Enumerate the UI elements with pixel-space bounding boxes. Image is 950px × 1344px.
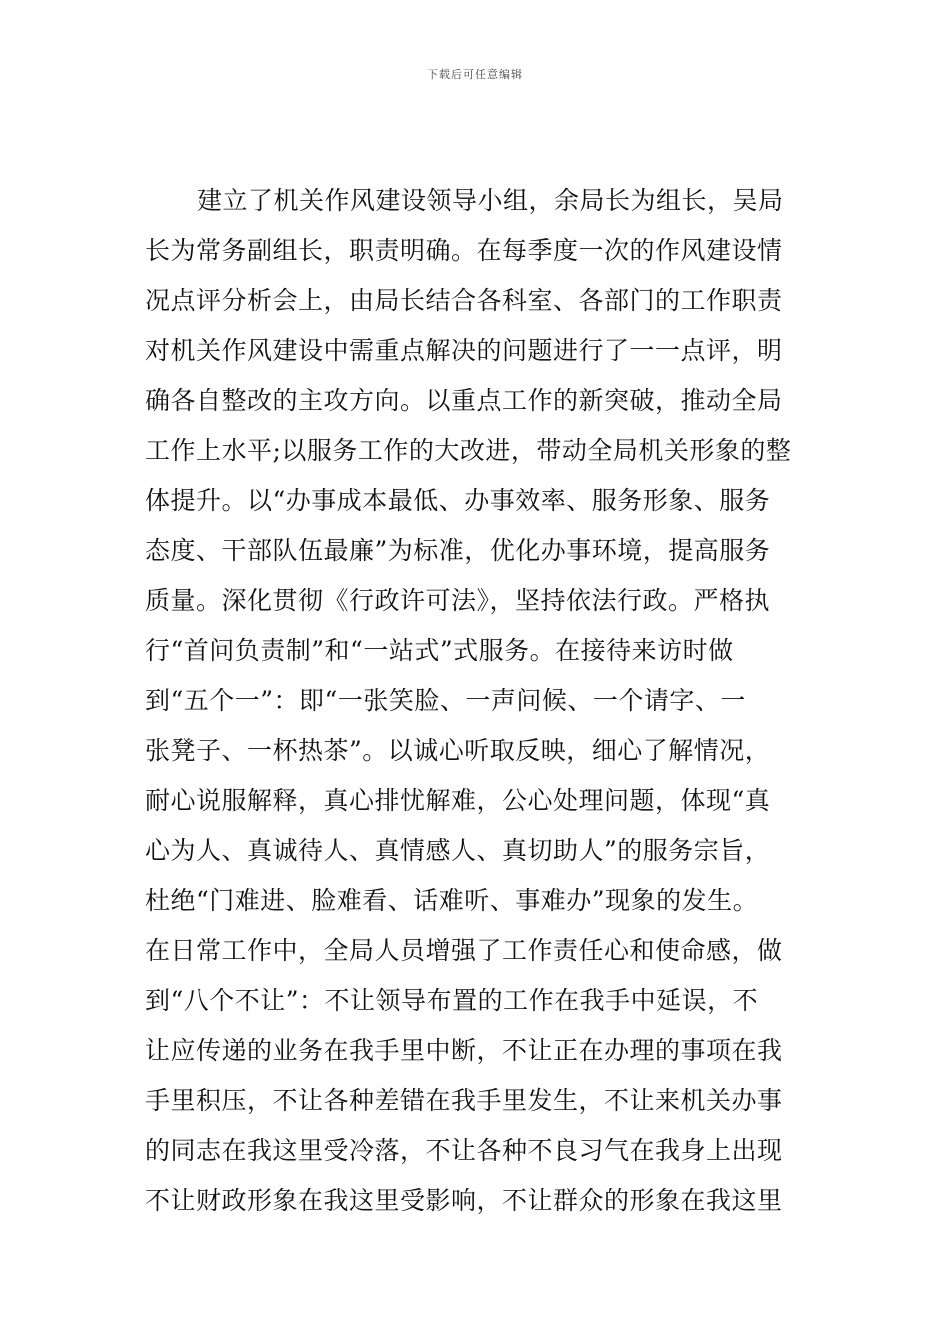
text-line: 工作上水平;以服务工作的大改进，带动全局机关形象的整: [145, 436, 792, 465]
text-line: 不让财政形象在我这里受影响，不让群众的形象在我这里: [145, 1186, 783, 1215]
body-paragraph: [145, 176, 810, 1226]
text-line: 的同志在我这里受冷落，不让各种不良习气在我身上出现: [145, 1136, 783, 1165]
text-line: 到“五个一”：即“一张笑脸、一声问候、一个请字、一: [145, 686, 746, 715]
text-line: 况点评分析会上，由局长结合各科室、各部门的工作职责: [145, 286, 783, 315]
text-line: 到“八个不让”：不让领导布置的工作在我手中延误，不: [145, 986, 759, 1015]
text-line: 长为常务副组长，职责明确。在每季度一次的作风建设情: [145, 236, 783, 265]
text-line: 对机关作风建设中需重点解决的问题进行了一一点评，明: [145, 336, 783, 365]
text-line: 体提升。以“办事成本最低、办事效率、服务形象、服务: [145, 486, 771, 515]
text-line: 耐心说服解释，真心排忧解难，公心处理问题，体现“真: [145, 786, 771, 815]
text-line: 让应传递的业务在我手里中断，不让正在办理的事项在我: [145, 1036, 783, 1065]
text-line: 张凳子、一杯热茶”。以诚心听取反映，细心了解情况，: [145, 736, 771, 765]
text-line: 确各自整改的主攻方向。以重点工作的新突破，推动全局: [145, 386, 783, 415]
text-line: 手里积压，不让各种差错在我手里发生，不让来机关办事: [145, 1086, 783, 1115]
text-line: 心为人、真诚待人、真情感人、真切助人”的服务宗旨，: [145, 836, 771, 865]
text-line: 杜绝“门难进、脸难看、话难听、事难办”现象的发生。: [145, 886, 759, 915]
text-line: 态度、干部队伍最廉”为标准，优化办事环境，提高服务: [145, 536, 771, 565]
text-line: 行“首问负责制”和“一站式”式服务。在接待来访时做: [145, 636, 734, 665]
text-line: 在日常工作中，全局人员增强了工作责任心和使命感，做: [145, 936, 783, 965]
header-note: 下载后可任意编辑: [427, 68, 523, 81]
text-line: 质量。深化贯彻《行政许可法》，坚持依法行政。严格执: [145, 586, 771, 615]
text-line: 建立了机关作风建设领导小组，余局长为组长，吴局: [197, 186, 784, 215]
